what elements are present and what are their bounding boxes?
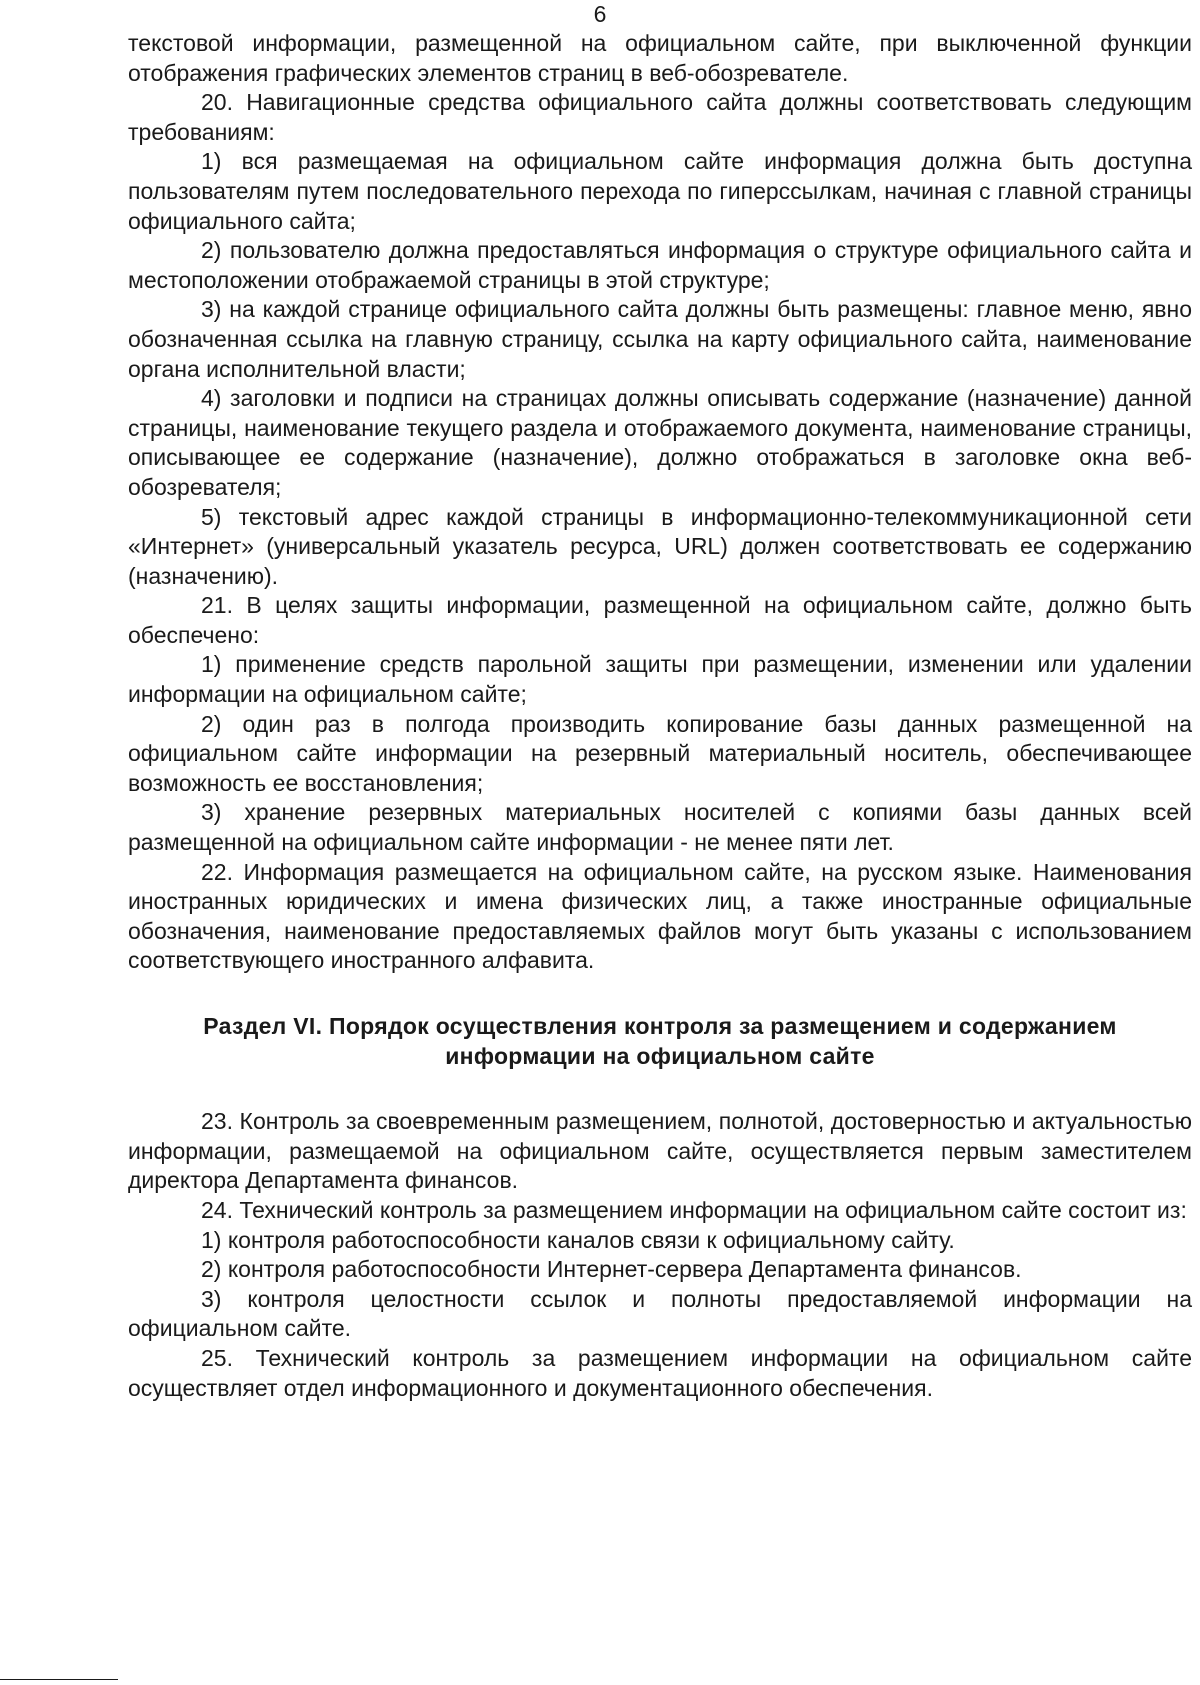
paragraph: текстовой информации, размещенной на официальном сайте, при выключенной функции отображения графических элементов страниц в веб-обозревателе. — [128, 30, 1192, 86]
paragraph: 3) хранение резервных материальных носителей с копиями базы данных всей размещенной на официальном сайте информации - не менее пяти лет. — [128, 799, 1192, 856]
document-body — [128, 29, 1192, 1403]
paragraph: 25. Технический контроль за размещением информации на официальном сайте осуществляет отдел информационного и документационного обеспечения. — [128, 1344, 1192, 1401]
paragraph: 2) контроля работоспособности Интернет-сервера Департамента финансов. — [201, 1256, 1022, 1283]
paragraph: 2) пользователю должна предоставляться информация о структуре официального сайта и местоположении отображаемой страницы в этой структуре; — [128, 237, 1192, 293]
page-number: 6 — [593, 1, 607, 27]
paragraph: 24. Технический контроль за размещением информации на официальном сайте состоит из: — [201, 1196, 1187, 1223]
paragraph: 3) контроля целостности ссылок и полноты предоставляемой информации на официальном сайте. — [128, 1285, 1192, 1342]
paragraph: 20. Навигационные средства официального сайта должны соответствовать следующим требованиям: — [128, 89, 1192, 145]
paragraph: 1) вся размещаемая на официальном сайте информация должна быть доступна пользователям путем последовательного перехода по гиперссылкам, начиная с главной страницы официального сайта; — [128, 148, 1192, 234]
paragraphs-before-heading — [128, 29, 1192, 976]
paragraph: 5) текстовый адрес каждой страницы в информационно-телекоммуникационной сети «Интернет» (универсальный указатель ресурса, URL) должен соответствовать ее содержанию (назначению). — [128, 503, 1192, 589]
paragraph: 1) контроля работоспособности каналов связи к официальному сайту. — [201, 1226, 955, 1253]
footer-rule — [0, 1679, 118, 1680]
paragraph: 4) заголовки и подписи на страницах должны описывать содержание (назначение) данной страницы, наименование текущего раздела и отображаемого документа, наименование страницы, описывающее ее содержание (назначение), должно отображаться в заголовке окна веб-обозревателя; — [128, 385, 1192, 500]
paragraph: 2) один раз в полгода производить копирование базы данных размещенной на официальном сайте информации на резервный материальный носитель, обеспечивающее возможность ее восстановления; — [128, 710, 1192, 796]
paragraph: 3) на каждой странице официального сайта должны быть размещены: главное меню, явно обозначенная ссылка на главную страницу, ссылка на карту официального сайта, наименование органа исполнительной власти; — [128, 296, 1192, 382]
paragraph: 21. В целях защиты информации, размещенной на официальном сайте, должно быть обеспечено: — [128, 592, 1192, 648]
paragraph: 23. Контроль за своевременным размещением, полнотой, достоверностью и актуальностью информации, размещаемой на официальном сайте, осуществляется первым заместителем директора Департамента финансов. — [128, 1108, 1192, 1194]
section-heading-line-1: Раздел VI. Порядок осуществления контроля за размещением и содержанием — [203, 1013, 1117, 1039]
paragraph: 1) применение средств парольной защиты при размещении, изменении или удалении информации на официальном сайте; — [128, 651, 1192, 708]
paragraphs-after-heading — [128, 1107, 1192, 1403]
paragraph: 22. Информация размещается на официальном сайте, на русском языке. Наименования иностранных юридических и имена физических лиц, а также иностранные официальные обозначения, наименование предоставляемых файлов могут быть указаны с использованием соответствующего иностранного алфавита. — [128, 858, 1192, 974]
section-heading-line-2: информации на официальном сайте — [445, 1042, 875, 1069]
section-heading — [128, 1012, 1192, 1071]
